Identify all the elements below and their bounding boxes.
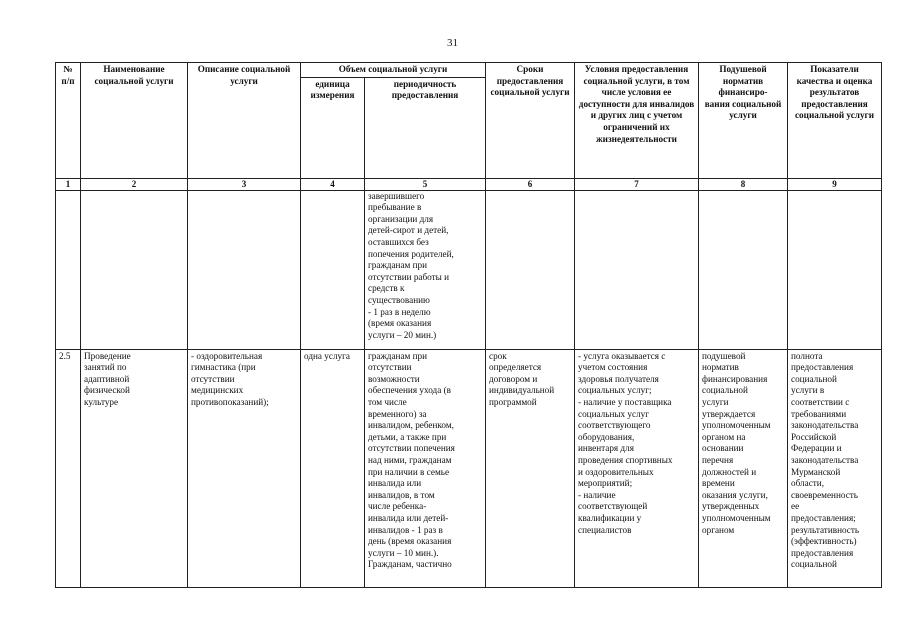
header-num: № п/п — [56, 63, 81, 179]
column-number: 6 — [486, 178, 575, 190]
header-volume-group: Объем социальной услуги — [301, 63, 486, 78]
cell-name — [81, 190, 188, 349]
cell-periodicity: гражданам при отсутствии возможности обеспечения ухода (в том числе временного) за инвалидом, ребенком, детьми, а также при отсутствии попечения над ними, гражданам при наличии в семье инвалида или инвалидов, в том числе ребенка- инвалида или детей- инвалидов - 1 раз в день (время оказания услуги – 10 мин.). Гражданам, частично — [365, 349, 486, 587]
cell-terms — [486, 190, 575, 349]
cell-norm: подушевой норматив финансирования социальной услуги утверждается уполномоченным органом на основании перечня должностей и времени оказания услуги, утвержденных уполномоченным органом — [699, 349, 788, 587]
header-unit: единица измерения — [301, 77, 365, 178]
cell-num: 2.5 — [56, 349, 81, 587]
cell-name: Проведение занятий по адаптивной физической культуре — [81, 349, 188, 587]
column-number: 7 — [575, 178, 699, 190]
cell-quality: полнота предоставления социальной услуги в соответствии с требованиями законодательства Российской Федерации и законодательства Мурманской области, своевременность ее предоставления; результативность (эффективность) предоставления социальной — [788, 349, 882, 587]
cell-terms: срок определяется договором и индивидуальной программой — [486, 349, 575, 587]
header-description: Описание социальной услуги — [188, 63, 301, 179]
table-row — [56, 349, 882, 587]
cell-quality — [788, 190, 882, 349]
column-number: 5 — [365, 178, 486, 190]
page-number: 31 — [447, 37, 458, 49]
header-norm: Подушевой норматив финансиро- вания социальной услуги — [699, 63, 788, 179]
cell-unit — [301, 190, 365, 349]
cell-norm — [699, 190, 788, 349]
column-number: 9 — [788, 178, 882, 190]
column-number: 8 — [699, 178, 788, 190]
cell-conditions — [575, 190, 699, 349]
header-quality: Показатели качества и оценка результатов предоставления социальной услуги — [788, 63, 882, 179]
column-number: 3 — [188, 178, 301, 190]
header-conditions: Условия предоставления социальной услуги, в том числе условия ее доступности для инвалидов и других лиц с учетом ограничений их жизнедеятельности — [575, 63, 699, 179]
column-number: 1 — [56, 178, 81, 190]
cell-conditions: - услуга оказывается с учетом состояния здоровья получателя социальных услуг; - наличие у поставщика социальных услуг соответствующего оборудования, инвентаря для проведения спортивных и оздоровительных мероприятий; - наличие соответствующей квалификации у специалистов — [575, 349, 699, 587]
cell-description: - оздоровительная гимнастика (при отсутствии медицинских противопоказаний); — [188, 349, 301, 587]
column-number: 4 — [301, 178, 365, 190]
column-number: 2 — [81, 178, 188, 190]
table-row — [56, 190, 882, 349]
cell-periodicity: завершившего пребывание в организации для детей-сирот и детей, оставшихся без попечения родителей, гражданам при отсутствии работы и средств к существованию - 1 раз в неделю (время оказания услуги – 20 мин.) — [365, 190, 486, 349]
cell-description — [188, 190, 301, 349]
header-periodicity: периодичность предоставления — [365, 77, 486, 178]
header-terms: Сроки предоставления социальной услуги — [486, 63, 575, 179]
social-services-table — [55, 62, 882, 588]
cell-num — [56, 190, 81, 349]
header-name: Наименование социальной услуги — [81, 63, 188, 179]
cell-unit: одна услуга — [301, 349, 365, 587]
